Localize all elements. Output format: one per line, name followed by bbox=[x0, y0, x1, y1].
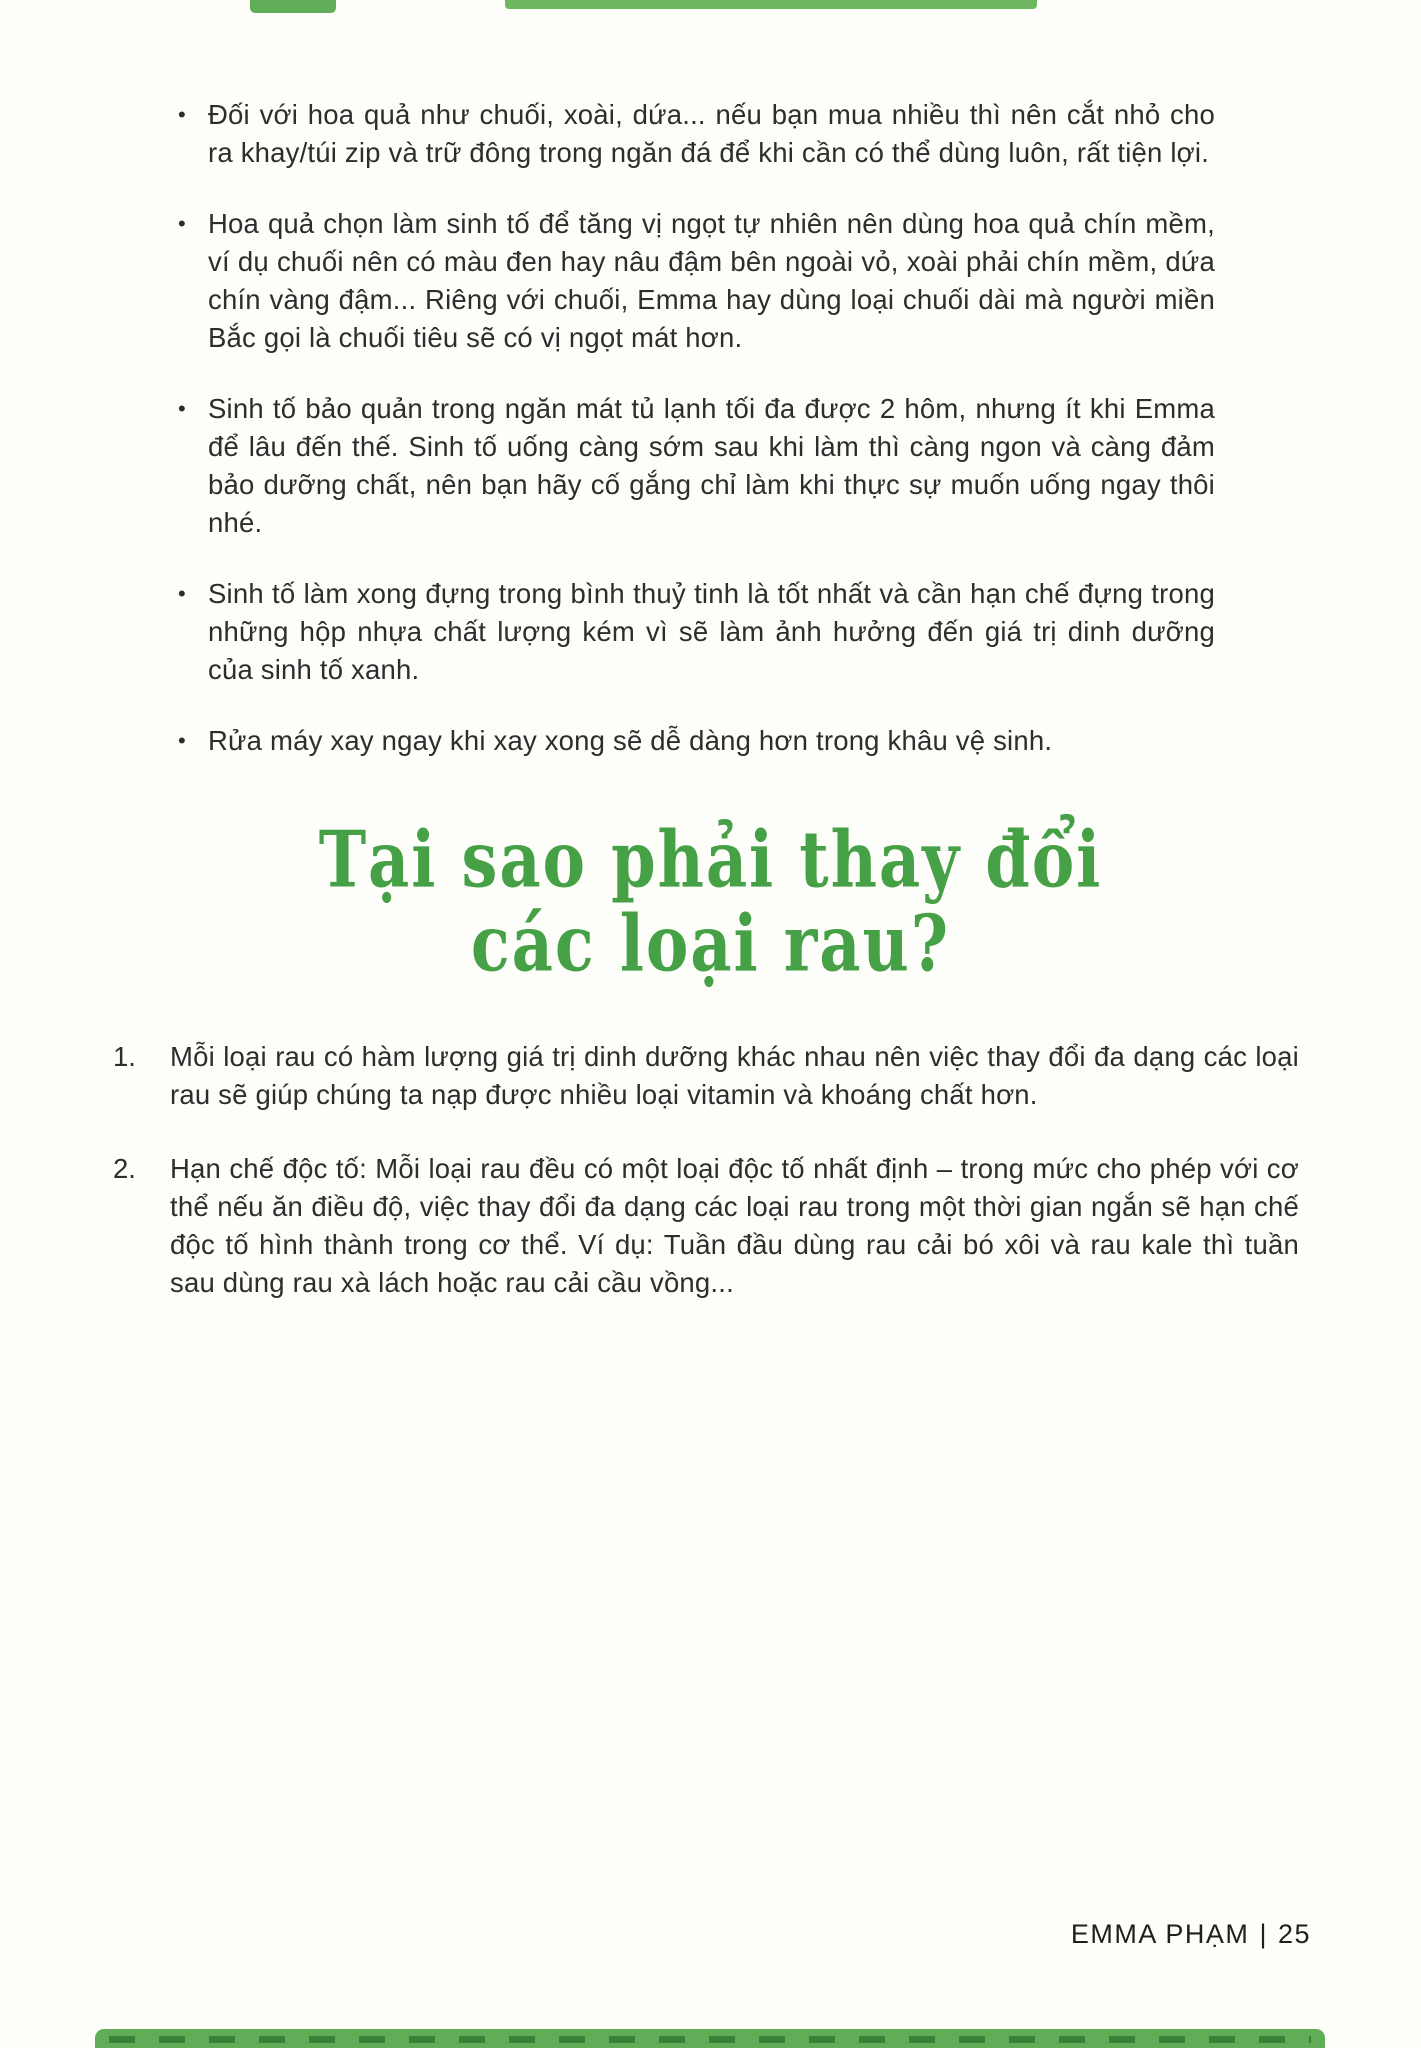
bullet-text: Rửa máy xay ngay khi xay xong sẽ dễ dàng hơn trong khâu vệ sinh. bbox=[208, 725, 1053, 756]
bullet-marker: • bbox=[178, 728, 186, 753]
footer-author: EMMA PHẠM bbox=[1070, 1919, 1250, 1949]
top-decor-bar-short bbox=[250, 0, 336, 13]
numbered-item bbox=[113, 1150, 1299, 1302]
bullet-marker: • bbox=[178, 581, 186, 606]
bullet-marker: • bbox=[178, 102, 186, 127]
section-heading-line-2: các loại rau? bbox=[470, 898, 951, 990]
bullet-text: Sinh tố làm xong đựng trong bình thuỷ tinh là tốt nhất và cần hạn chế đựng trong những hộp nhựa chất lượng kém vì sẽ làm ảnh hưởng đến giá trị dinh dưỡng của sinh tố xanh. bbox=[208, 578, 1215, 685]
bottom-decor-strip bbox=[95, 2029, 1325, 2048]
bullet-item bbox=[178, 722, 1215, 760]
bullet-item bbox=[178, 575, 1215, 689]
item-number: 1. bbox=[113, 1041, 136, 1072]
bullet-item bbox=[178, 390, 1215, 542]
tips-bullet-list bbox=[0, 0, 1421, 760]
bullet-text: Đối với hoa quả như chuối, xoài, dứa... nếu bạn mua nhiều thì nên cắt nhỏ cho ra khay/túi zip và trữ đông trong ngăn đá để khi cần có thể dùng luôn, rất tiện lợi. bbox=[208, 99, 1215, 168]
bullet-text: Sinh tố bảo quản trong ngăn mát tủ lạnh tối đa được 2 hôm, nhưng ít khi Emma để lâu đến thế. Sinh tố uống càng sớm sau khi làm thì càng ngon và càng đảm bảo dưỡng chất, nên bạn hãy cố gắng chỉ làm khi thực sự muốn uống ngay thôi nhé. bbox=[208, 393, 1215, 538]
top-decor-bar-long bbox=[505, 0, 1037, 9]
section-heading bbox=[0, 814, 1421, 990]
bullet-marker: • bbox=[178, 396, 186, 421]
bullet-item bbox=[178, 205, 1215, 357]
item-text: Hạn chế độc tố: Mỗi loại rau đều có một loại độc tố nhất định – trong mức cho phép với cơ thể nếu ăn điều độ, việc thay đổi đa dạng các loại rau trong một thời gian ngắn sẽ hạn chế độc tố hình thành trong cơ thể. Ví dụ: Tuần đầu dùng rau cải bó xôi và rau kale thì tuần sau dùng rau xà lách hoặc rau cải cầu vồng... bbox=[170, 1153, 1299, 1298]
numbered-item bbox=[113, 1038, 1299, 1114]
item-number: 2. bbox=[113, 1153, 136, 1184]
bullet-marker: • bbox=[178, 211, 186, 236]
section-heading-line-1: Tại sao phải thay đổi bbox=[318, 814, 1103, 906]
footer-divider: | bbox=[1259, 1919, 1268, 1949]
footer-page-number: 25 bbox=[1277, 1919, 1311, 1949]
bullet-item bbox=[178, 96, 1215, 172]
item-text: Mỗi loại rau có hàm lượng giá trị dinh dưỡng khác nhau nên việc thay đổi đa dạng các loại rau sẽ giúp chúng ta nạp được nhiều loại vitamin và khoáng chất hơn. bbox=[170, 1041, 1299, 1110]
bullet-text: Hoa quả chọn làm sinh tố để tăng vị ngọt tự nhiên nên dùng hoa quả chín mềm, ví dụ chuối nên có màu đen hay nâu đậm bên ngoài vỏ, xoài phải chín mềm, dứa chín vàng đậm... Riêng với chuối, Emma hay dùng loại chuối dài mà người miền Bắc gọi là chuối tiêu sẽ có vị ngọt mát hơn. bbox=[208, 208, 1215, 353]
page-footer bbox=[1071, 1919, 1311, 1950]
reasons-numbered-list bbox=[0, 1038, 1421, 1302]
